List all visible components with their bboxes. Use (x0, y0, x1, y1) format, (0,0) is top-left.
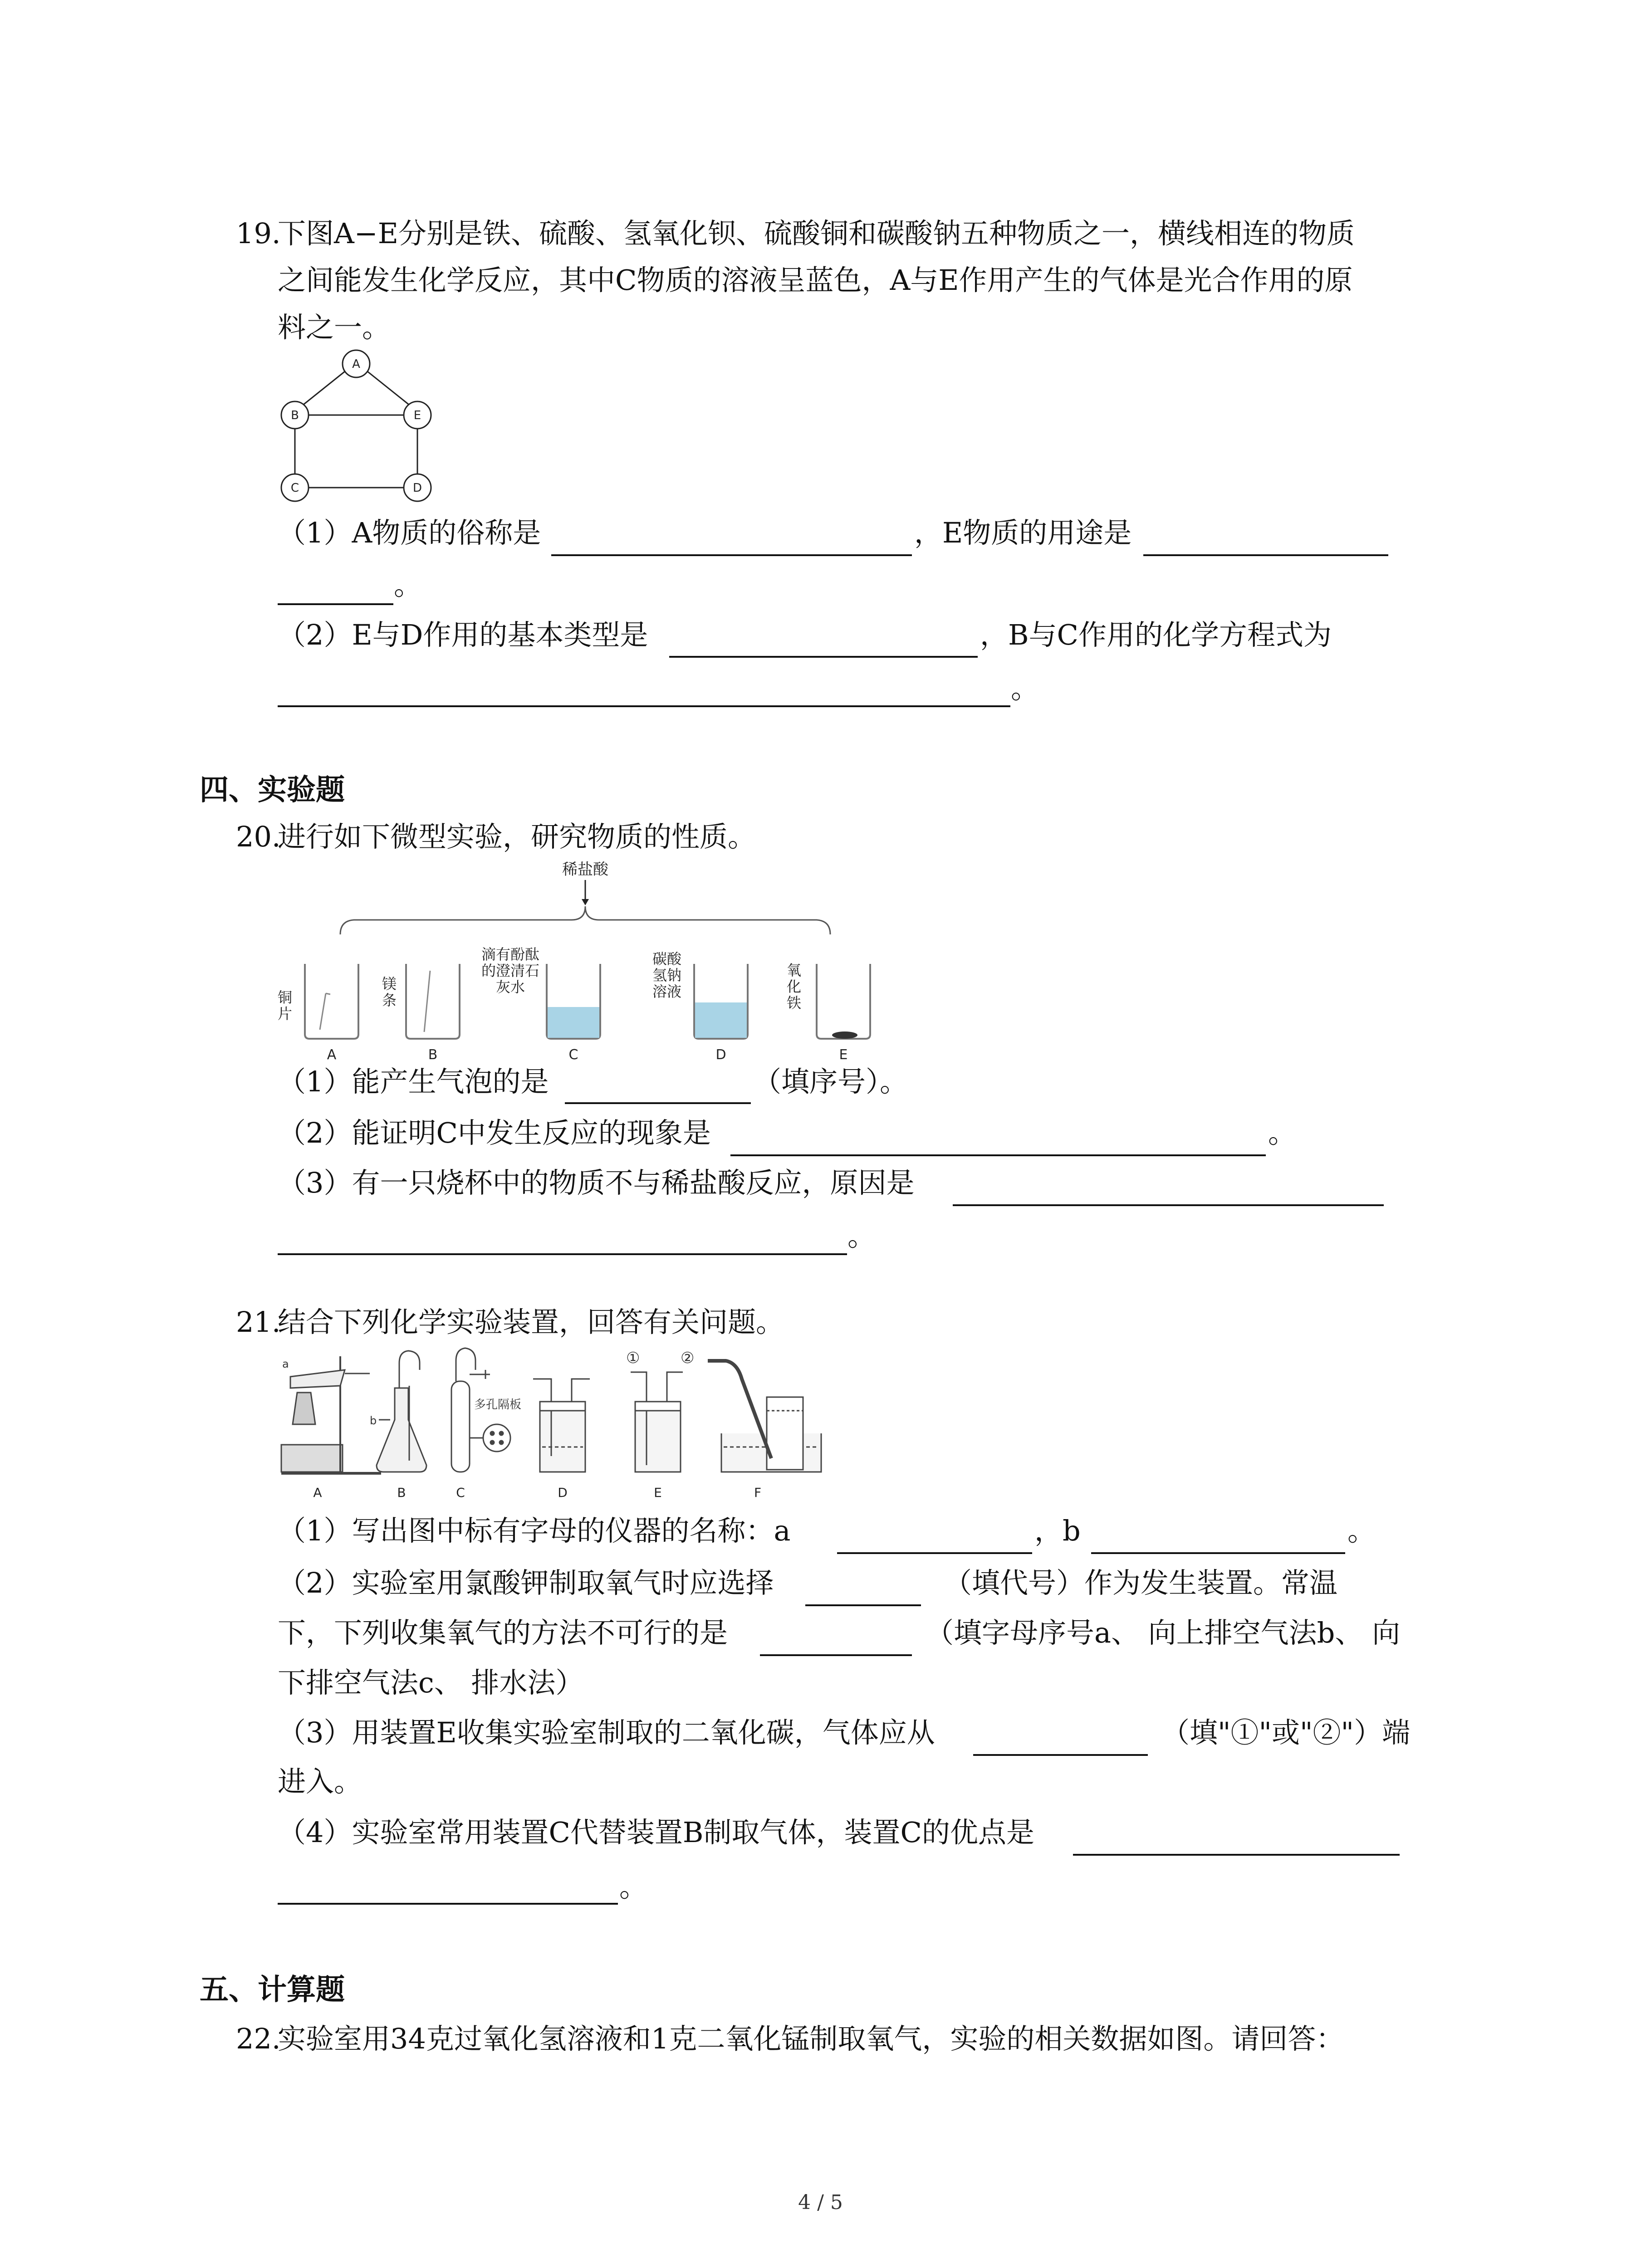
q20-number: 20. (236, 820, 281, 853)
q22-stem: 实验室用34克过氧化氢溶液和1克二氧化锰制取氧气，实验的相关数据如图。请回答： (278, 2022, 1344, 2055)
q22-number: 22. (236, 2022, 281, 2055)
q19-answer-blank-2-cont[interactable] (278, 603, 393, 605)
q19-part1-end: 。 (394, 568, 422, 601)
q21-number: 21. (236, 1305, 281, 1339)
q19-reaction-diagram (272, 349, 449, 508)
q21-answer-blank-5[interactable] (1073, 1854, 1400, 1856)
q21-part4-end: 。 (619, 1870, 648, 1903)
q21-part2-d: （填字母序号a、 向上排空气法b、 向 (926, 1616, 1401, 1649)
q19-part2-a: （2）E与D作用的基本类型是 (278, 618, 648, 651)
node-b-label: B (291, 409, 299, 422)
q19-answer-blank-1[interactable] (551, 554, 912, 556)
label-c-line2: 的澄清石 (481, 962, 540, 979)
q19-part1-b: ，E物质的用途是 (914, 516, 1132, 549)
apparatus-letter-e: E (654, 1485, 662, 1500)
q20-answer-blank-2[interactable] (730, 1154, 1266, 1156)
q21-part3-b: （填"①"或"②"）端 (1161, 1716, 1411, 1749)
label-porous-plate: 多孔隔板 (474, 1398, 522, 1412)
q21-answer-blank-3[interactable] (760, 1654, 912, 1656)
q21-part1-b: ，b (1034, 1514, 1081, 1547)
q19-stem-line3: 料之一。 (278, 311, 391, 344)
q21-answer-blank-a[interactable] (837, 1552, 1032, 1554)
label-e-line1: 氧 (786, 962, 802, 979)
q20-part3-end: 。 (847, 1219, 876, 1252)
q20-answer-blank-3[interactable] (953, 1204, 1384, 1206)
q19-answer-blank-3[interactable] (669, 656, 978, 658)
label-d-line2: 氢钠 (652, 967, 682, 984)
q20-stem: 进行如下微型实验，研究物质的性质。 (278, 820, 756, 853)
q21-part4-a: （4）实验室常用装置C代替装置B制取气体，装置C的优点是 (278, 1816, 1034, 1849)
node-a-label: A (352, 357, 360, 371)
label-small-b: b (370, 1414, 377, 1427)
section-heading-calculation: 五、计算题 (200, 1973, 345, 2007)
label-b-line1: 镁 (382, 975, 397, 992)
q21-part2-a: （2）实验室用氯酸钾制取氧气时应选择 (278, 1566, 774, 1599)
label-a-line1: 铜 (277, 989, 293, 1006)
beaker-letter-c: C (568, 1047, 578, 1061)
label-c-line1: 滴有酚酞 (481, 946, 540, 963)
q19-part1-a: （1）A物质的俗称是 (278, 516, 541, 549)
apparatus-letter-a: A (313, 1485, 322, 1500)
beaker-letter-b: B (428, 1047, 438, 1061)
node-d-label: D (412, 481, 422, 495)
port-2-label: ② (681, 1349, 695, 1367)
q21-part2-b: （填代号）作为发生装置。常温 (944, 1566, 1338, 1599)
q19-answer-blank-4[interactable] (278, 705, 1010, 707)
node-c-label: C (290, 481, 299, 495)
q19-answer-blank-2[interactable] (1143, 554, 1388, 556)
label-d-line3: 溶液 (652, 983, 682, 1000)
label-a-line2: 片 (277, 1005, 293, 1022)
q20-answer-blank-3-cont[interactable] (278, 1253, 847, 1255)
q19-part2-end: 。 (1011, 672, 1039, 705)
q21-part3-c: 进入。 (278, 1765, 362, 1798)
q19-part2-b: ，B与C作用的化学方程式为 (980, 618, 1332, 651)
label-small-a: a (282, 1358, 289, 1370)
beaker-letter-e: E (839, 1047, 848, 1061)
beaker-letter-d: D (715, 1047, 726, 1061)
apparatus-letter-b: B (397, 1485, 406, 1500)
q21-part2-e: 下排空气法c、 排水法） (278, 1666, 584, 1699)
apparatus-letter-f: F (754, 1485, 762, 1500)
q21-stem: 结合下列化学实验装置，回答有关问题。 (278, 1305, 784, 1339)
q21-answer-blank-5-cont[interactable] (278, 1903, 618, 1905)
label-e-line2: 化 (786, 978, 802, 995)
q21-part2-c: 下，下列收集氧气的方法不可行的是 (278, 1616, 728, 1649)
q19-stem-line2: 之间能发生化学反应，其中C物质的溶液呈蓝色，A与E作用产生的气体是光合作用的原 (278, 264, 1353, 297)
q21-part3-a: （3）用装置E收集实验室制取的二氧化碳，气体应从 (278, 1716, 935, 1749)
node-e-label: E (413, 409, 421, 422)
label-e-line3: 铁 (786, 994, 802, 1012)
port-1-label: ① (626, 1349, 640, 1367)
q21-part1-a: （1）写出图中标有字母的仪器的名称：a (278, 1514, 791, 1547)
acid-label: 稀盐酸 (562, 860, 608, 879)
q19-stem-line1: 下图A−E分别是铁、硫酸、氢氧化钡、硫酸铜和碳酸钠五种物质之一，横线相连的物质 (278, 217, 1355, 250)
q20-part3-a: （3）有一只烧杯中的物质不与稀盐酸反应，原因是 (278, 1166, 915, 1199)
q20-beaker-figure (272, 857, 876, 1061)
q20-answer-blank-1[interactable] (565, 1102, 751, 1104)
apparatus-letter-c: C (456, 1485, 465, 1500)
apparatus-letter-d: D (558, 1485, 568, 1500)
section-heading-experiment: 四、实验题 (200, 773, 345, 807)
label-d-line1: 碳酸 (652, 950, 682, 968)
q21-part1-c: 。 (1347, 1514, 1376, 1547)
q21-answer-blank-b[interactable] (1091, 1552, 1345, 1554)
q20-part1-a: （1）能产生气泡的是 (278, 1065, 549, 1098)
q20-part2-b: 。 (1268, 1116, 1297, 1149)
q21-apparatus-figure (272, 1343, 830, 1506)
label-c-line3: 灰水 (495, 978, 525, 996)
q21-answer-blank-4[interactable] (973, 1754, 1148, 1756)
page-number: 4 / 5 (798, 2191, 843, 2214)
q20-part2-a: （2）能证明C中发生反应的现象是 (278, 1116, 711, 1149)
label-b-line2: 条 (382, 992, 397, 1009)
q21-answer-blank-2[interactable] (805, 1604, 921, 1606)
q20-part1-b: （填序号）。 (753, 1065, 908, 1098)
beaker-letter-a: A (327, 1047, 337, 1061)
q19-number: 19. (236, 217, 281, 250)
